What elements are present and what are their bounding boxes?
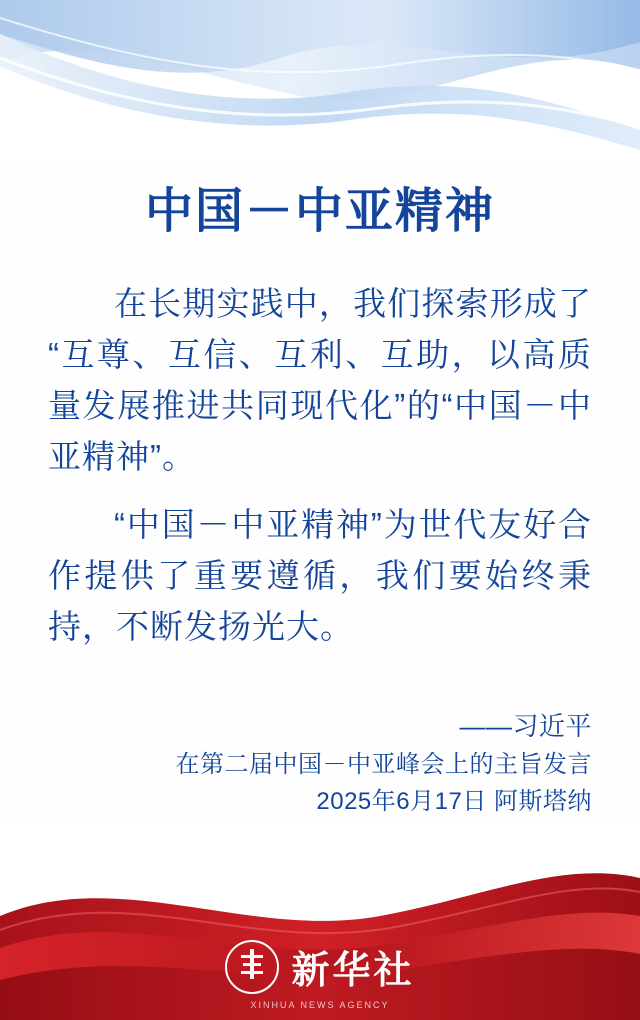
page-title: 中国－中亚精神 — [144, 185, 495, 238]
logo-name: 新华社 — [291, 947, 415, 992]
xinhua-logo — [0, 939, 640, 994]
top-wave-decoration — [0, 0, 640, 160]
attribution-speaker: ——习近平 — [459, 710, 592, 741]
quote-body — [48, 278, 592, 652]
poster-content — [0, 160, 640, 821]
attribution — [48, 706, 592, 821]
attribution-occasion: 在第二届中国－中亚峰会上的主旨发言 — [175, 751, 592, 779]
quote-paragraph: 在长期实践中，我们探索形成了“互尊、互信、互利、互助，以高质量发展推进共同现代化”的“中国－中亚精神”。 — [48, 285, 592, 476]
xinhua-tower-icon — [225, 940, 279, 994]
quote-paragraph: “中国－中亚精神”为世代友好合作提供了重要遵循，我们要始终秉持，不断发扬光大。 — [48, 505, 592, 645]
logo-subtitle: XINHUA NEWS AGENCY — [250, 1000, 390, 1010]
attribution-date-place: 2025年6月17日 阿斯塔纳 — [316, 788, 592, 816]
